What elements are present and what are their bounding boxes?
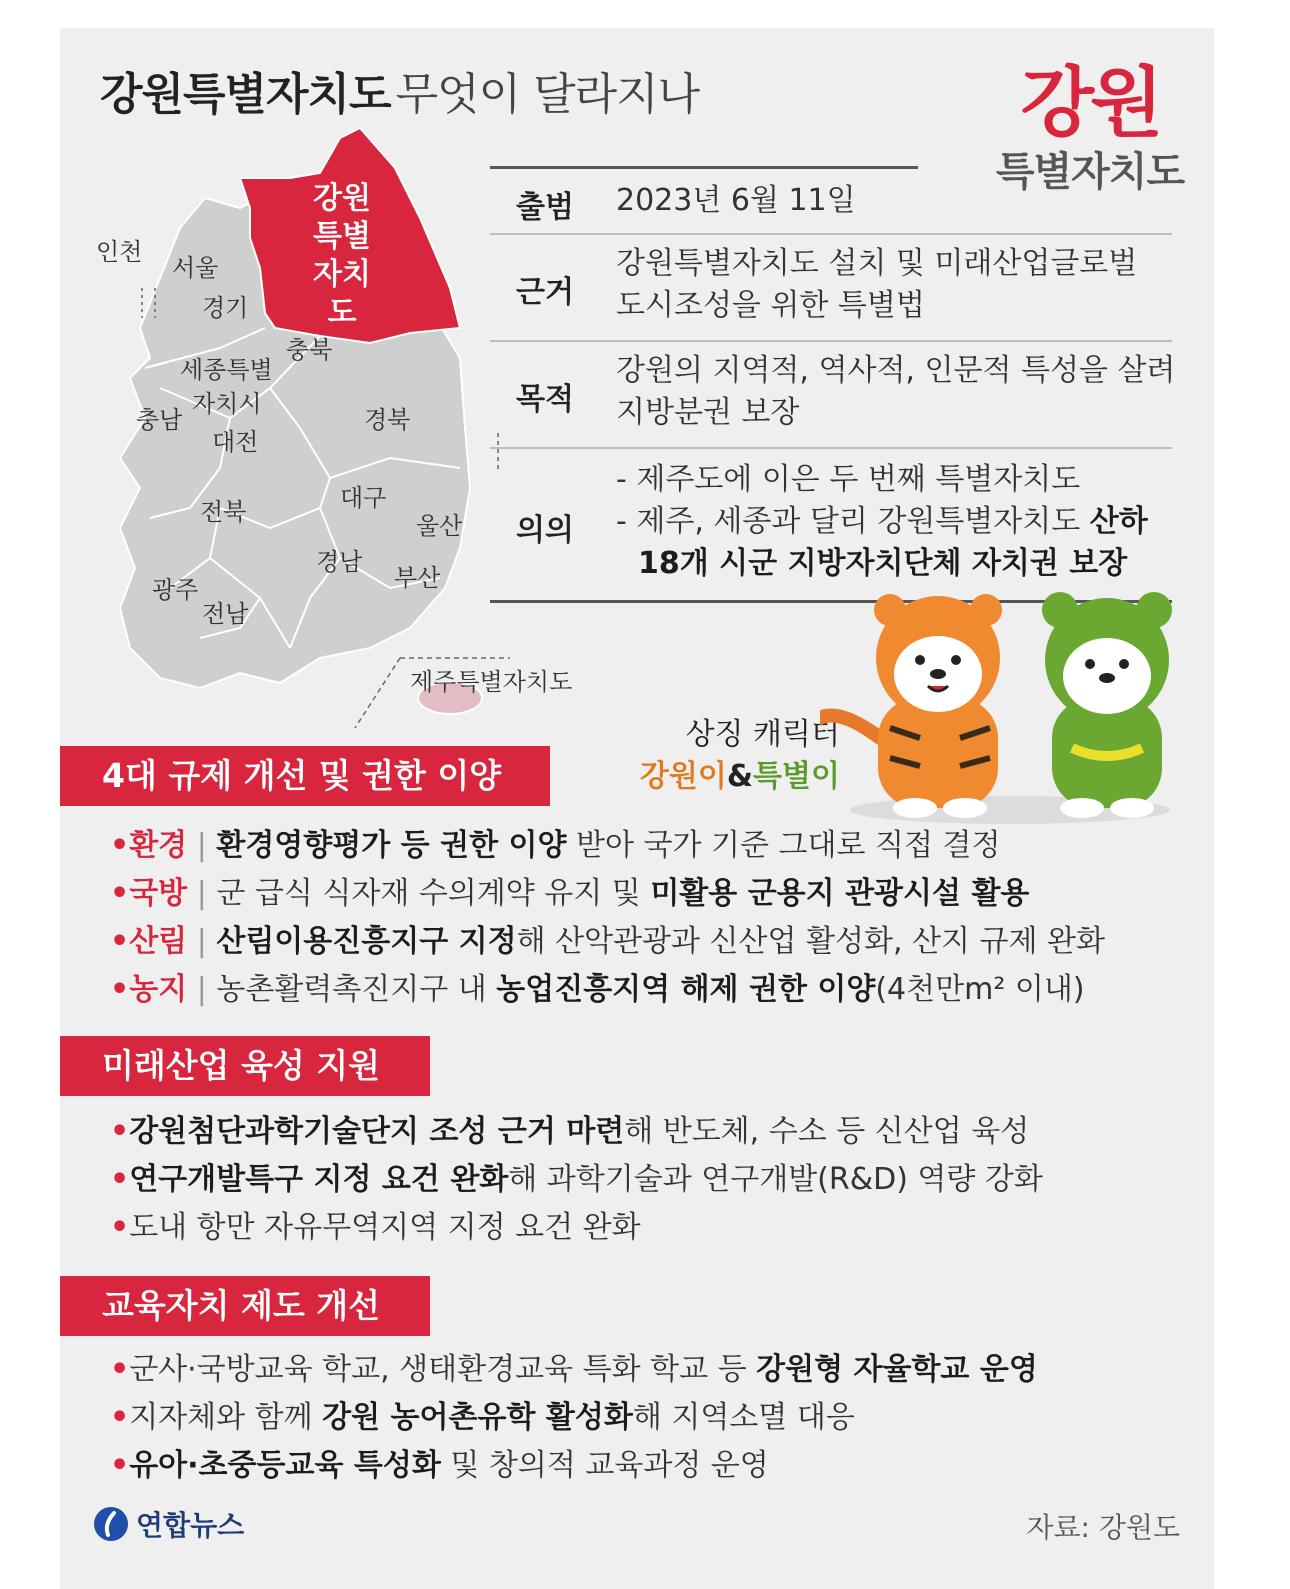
region-jeju: 제주특별자치도: [410, 668, 573, 696]
info-value-line: [616, 543, 1148, 585]
title-bold: 강원특별자치도: [100, 69, 391, 120]
mascot-caption-text: 상징 캐릭터: [685, 717, 840, 752]
item-rest: 도내 항만 자유무역지역 지정 요건 완화: [129, 1210, 641, 1245]
region-gyeonggi: 경기: [202, 294, 249, 322]
section3-item: [110, 1446, 769, 1486]
bullet-dot: •: [110, 828, 130, 863]
info-value-launch: 2023년 6월 11일: [616, 183, 856, 218]
info-value-line: [616, 501, 1148, 543]
info-top-rule: [490, 166, 918, 169]
info-value-purpose: [616, 350, 1175, 434]
info-value-line: - 제주도에 이은 두 번째 특별자치도: [616, 462, 1081, 497]
source-credit: 자료: 강원도: [1026, 1511, 1180, 1544]
item-category: 환경: [129, 828, 188, 863]
region-daejeon: 대전: [212, 428, 259, 456]
info-row-meaning: [490, 447, 1172, 601]
item-rest: (4천만m² 이내): [875, 972, 1085, 1007]
region-gyeongbuk: 경북: [364, 406, 411, 434]
region-jeonnam: 전남: [202, 600, 249, 628]
item-rest: 받아 국가 기준 그대로 직접 결정: [566, 828, 1001, 863]
yonhap-logo-icon: [92, 1505, 130, 1543]
info-value-line: 강원특별자치도 설치 및 미래산업글로벌: [616, 246, 1138, 281]
section1-item: [110, 970, 1085, 1010]
gangwon-label-line: 특별: [313, 219, 371, 254]
section3-title: 교육자치 제도 개선: [60, 1276, 430, 1336]
region-daegu: 대구: [340, 484, 387, 512]
item-category: 국방: [129, 876, 188, 911]
logo-main: [990, 58, 1190, 148]
region-gyeongnam: 경남: [316, 548, 363, 576]
divider-bar: |: [187, 972, 217, 1007]
divider-bar: |: [187, 828, 217, 863]
item-bold: 산림이용진흥지구 지정: [216, 924, 517, 959]
info-row-launch: [490, 170, 1172, 232]
tiger-mascot: [820, 594, 1002, 818]
mascot-illustration: [820, 588, 1180, 828]
section1-item: [110, 826, 1000, 866]
bullet-dot: •: [110, 1448, 130, 1483]
section1-title: 4대 규제 개선 및 권한 이양: [60, 746, 550, 806]
info-key-purpose: 목적: [516, 382, 574, 417]
divider-bar: |: [187, 924, 217, 959]
item-rest: 해 반도체, 수소 등 신산업 육성: [624, 1114, 1030, 1149]
region-chungnam: 충남: [136, 406, 183, 434]
item-bold: 환경영향평가 등 권한 이양: [216, 828, 567, 863]
region-sejong-2: 자치시: [192, 390, 262, 418]
region-seoul: 서울: [172, 254, 219, 282]
region-sejong-1: 세종특별: [180, 356, 273, 384]
item-pre: 지자체와 함께: [129, 1400, 323, 1435]
item-pre: 군사·국방교육 학교, 생태환경교육 특화 학교 등: [129, 1352, 757, 1387]
bullet-dot: •: [110, 1352, 130, 1387]
bullet-dot: •: [110, 1210, 130, 1245]
section1-item: [110, 922, 1105, 962]
item-rest: 해 과학기술과 연구개발(R&D) 역량 강화: [508, 1162, 1043, 1197]
section1-item: [110, 874, 1029, 914]
info-key-launch: 출범: [516, 190, 574, 225]
item-bold: 강원첨단과학기술단지 조성 근거 마련: [129, 1114, 625, 1149]
section2-item: [110, 1160, 1043, 1200]
info-value-basis: [616, 243, 1137, 327]
section2-item: [110, 1112, 1029, 1152]
info-key-meaning: 의의: [516, 513, 574, 548]
gangwon-label-line: 강원: [313, 181, 371, 216]
item-rest: 해 지역소멸 대응: [632, 1400, 855, 1435]
item-bold: 유아·초중등교육 특성화: [129, 1448, 441, 1483]
gangwon-map-label: [302, 180, 382, 332]
item-category: 농지: [129, 972, 188, 1007]
section3-item: [110, 1398, 855, 1438]
gangwon-label-line: 자치도: [313, 257, 371, 330]
info-key-basis: 근거: [516, 275, 574, 310]
bullet-dot: •: [110, 924, 130, 959]
region-incheon: 인천: [96, 238, 143, 266]
bullet-dot: •: [110, 1162, 130, 1197]
mascot-amp: &: [726, 759, 754, 794]
divider-bar: |: [187, 876, 217, 911]
section2-title: 미래산업 육성 지원: [60, 1036, 430, 1096]
agency-logo: [92, 1504, 244, 1544]
item-pre: 군 급식 식자재 수의계약 유지 및: [216, 876, 651, 911]
bullet-dot: •: [110, 876, 130, 911]
infographic-card: [60, 28, 1214, 1589]
item-bold: 연구개발특구 지정 요건 완화: [129, 1162, 509, 1197]
meaning-plain: - 제주, 세종과 달리 강원특별자치도: [616, 504, 1090, 539]
info-value-line: 강원의 지역적, 역사적, 인문적 특성을 살려: [616, 353, 1176, 388]
mascot-name-bear: 특별이: [753, 759, 840, 794]
item-pre: 농촌활력촉진지구 내: [216, 972, 497, 1007]
item-rest: 해 산악관광과 신산업 활성화, 산지 규제 완화: [516, 924, 1105, 959]
region-jeonbuk: 전북: [200, 498, 247, 526]
page-title: [100, 58, 699, 122]
region-busan: 부산: [394, 564, 441, 592]
info-row-purpose: [490, 340, 1176, 448]
bullet-dot: •: [110, 1114, 130, 1149]
logo-main-text: 강원: [1020, 58, 1160, 147]
info-value-line: 도시조성을 위한 특별법: [616, 288, 925, 323]
item-rest: 및 창의적 교육과정 운영: [440, 1448, 769, 1483]
region-ulsan: 울산: [416, 512, 463, 540]
mascot-caption: [620, 714, 840, 798]
info-value-line: 지방분권 보장: [616, 395, 800, 430]
logo-sub: 특별자치도: [995, 149, 1185, 195]
item-bold: 미활용 군용지 관광시설 활용: [650, 876, 1030, 911]
mascot-names: [620, 756, 840, 798]
item-bold: 농업진흥지역 해제 권한 이양: [496, 972, 876, 1007]
region-gwangju: 광주: [152, 576, 199, 604]
info-row-basis: [490, 233, 1172, 341]
agency-name: 연합뉴스: [136, 1509, 245, 1542]
section3-item: [110, 1350, 1038, 1390]
info-value-meaning: [616, 459, 1148, 585]
item-category: 산림: [129, 924, 188, 959]
section2-item: [110, 1208, 641, 1248]
bullet-dot: •: [110, 972, 130, 1007]
mascot-name-tiger: 강원이: [639, 759, 727, 794]
item-bold: 강원 농어촌유학 활성화: [322, 1400, 633, 1435]
item-bold: 강원형 자율학교 운영: [756, 1352, 1038, 1387]
meaning-bold: 18개 시군 지방자치단체 자치권 보장: [638, 546, 1128, 581]
title-light: 무엇이 달라지나: [395, 69, 700, 120]
region-chungbuk: 충북: [286, 336, 333, 364]
bear-mascot: [1042, 592, 1172, 818]
bullet-dot: •: [110, 1400, 130, 1435]
meaning-bold: 산하: [1089, 504, 1148, 539]
